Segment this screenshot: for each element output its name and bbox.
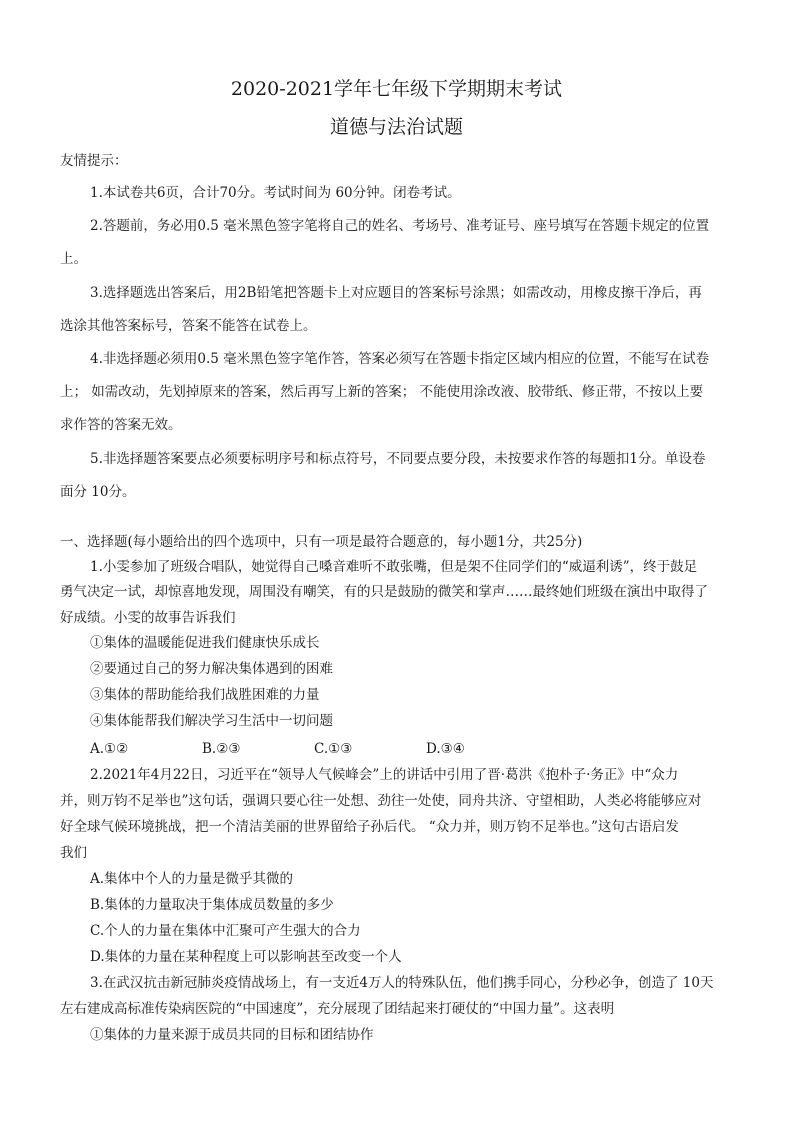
q2-stem-line-3: 好全球气候环境挑战，把一个清洁美丽的世界留给子孙后代。 “众力并，则万钧不足举也。”这句古语启发: [60, 819, 679, 835]
q2-stem-line-4: 我们: [60, 845, 87, 861]
tip-item-2-line-1: 2.答题前，务必用0.5 毫米黑色签字笔将自己的姓名、考场号、准考证号、座号填写在答题卡规定的位置: [90, 218, 710, 234]
q2-stem-line-1: 2.2021年4月22日，习近平在“领导人气候峰会”上的讲话中引用了晋·葛洪《抱朴子·务正》中“众力: [90, 767, 679, 783]
exam-subject: 道德与法治试题: [329, 116, 463, 138]
q1-statement-1: ①集体的温暖能促进我们健康快乐成长: [90, 635, 320, 651]
q1-option-d: D.③④: [426, 741, 465, 757]
tip-item-4-line-3: 求作答的答案无效。: [60, 417, 182, 433]
tips-heading: 友情提示：: [60, 153, 128, 169]
q3-stem-line-2: 左右建成高标准传染病医院的“中国速度”，充分展现了团结起来打硬仗的“中国力量”。这表明: [60, 1001, 615, 1017]
tip-item-1: 1.本试卷共6页，合计70分。考试时间为 60分钟。闭卷考试。: [90, 185, 461, 201]
tip-item-5-line-2: 面分 10分。: [60, 484, 136, 500]
q1-statement-3: ③集体的帮助能给我们战胜困难的力量: [90, 687, 320, 703]
q1-stem-line-1: 1.小雯参加了班级合唱队，她觉得自己嗓音难听不敢张嘴，但是架不住同学们的“威逼利诱”，终于鼓足: [90, 559, 698, 575]
tip-item-4-line-1: 4.非选择题必须用0.5 毫米黑色签字笔作答，答案必须写在答题卡指定区域内相应的位置，不能写在试卷: [90, 351, 710, 367]
q1-option-b: B.②③: [202, 741, 241, 757]
q1-statement-2: ②要通过自己的努力解决集体遇到的困难: [90, 661, 333, 677]
q2-option-a: A.集体中个人的力量是微乎其微的: [90, 871, 294, 887]
tip-item-4-line-2: 上； 如需改动，先划掉原来的答案，然后再写上新的答案； 不能使用涂改液、胶带纸、修正带，不按以上要: [60, 384, 704, 400]
q3-stem-line-1: 3.在武汉抗击新冠肺炎疫情战场上，有一支近4万人的特殊队伍，他们携手同心，分秒必争，创造了 10天: [90, 975, 714, 991]
q1-stem-line-2: 勇气决定一试，却惊喜地发现，周围没有嘲笑，有的只是鼓励的微笑和掌声……最终她们班级在演出中取得了: [60, 584, 708, 600]
q3-statement-1: ①集体的力量来源于成员共同的目标和团结协作: [90, 1027, 374, 1043]
q2-option-c: C.个人的力量在集体中汇聚可产生强大的合力: [90, 923, 361, 939]
section-heading: 一、选择题(每小题给出的四个选项中，只有一项是最符合题意的，每小题1分，共25分): [60, 534, 583, 550]
q1-stem-line-3: 好成绩。小雯的故事告诉我们: [60, 610, 236, 626]
q1-option-c: C.①③: [314, 741, 353, 757]
tip-item-2-line-2: 上。: [60, 251, 87, 267]
q2-option-d: D.集体的力量在某种程度上可以影响甚至改变一个人: [90, 949, 402, 965]
q1-option-a: A.①②: [90, 741, 129, 757]
tip-item-3-line-2: 选涂其他答案标号，答案不能答在试卷上。: [60, 318, 317, 334]
q1-statement-4: ④集体能帮我们解决学习生活中一切问题: [90, 713, 333, 729]
exam-title: 2020-2021学年七年级下学期期末考试: [230, 78, 563, 100]
q2-option-b: B.集体的力量取决于集体成员数量的多少: [90, 897, 334, 913]
q2-stem-line-2: 并，则万钧不足举也”这句话，强调只要心往一处想、劲往一处使，同舟共济、守望相助，人类必将能够应对: [60, 793, 702, 809]
tip-item-5-line-1: 5.非选择题答案要点必须要标明序号和标点符号，不同要点要分段，未按要求作答的每题扣1分。单设卷: [90, 451, 706, 467]
tip-item-3-line-1: 3.选择题选出答案后，用2B铅笔把答题卡上对应题目的答案标号涂黑；如需改动，用橡皮擦干净后，再: [90, 285, 702, 301]
